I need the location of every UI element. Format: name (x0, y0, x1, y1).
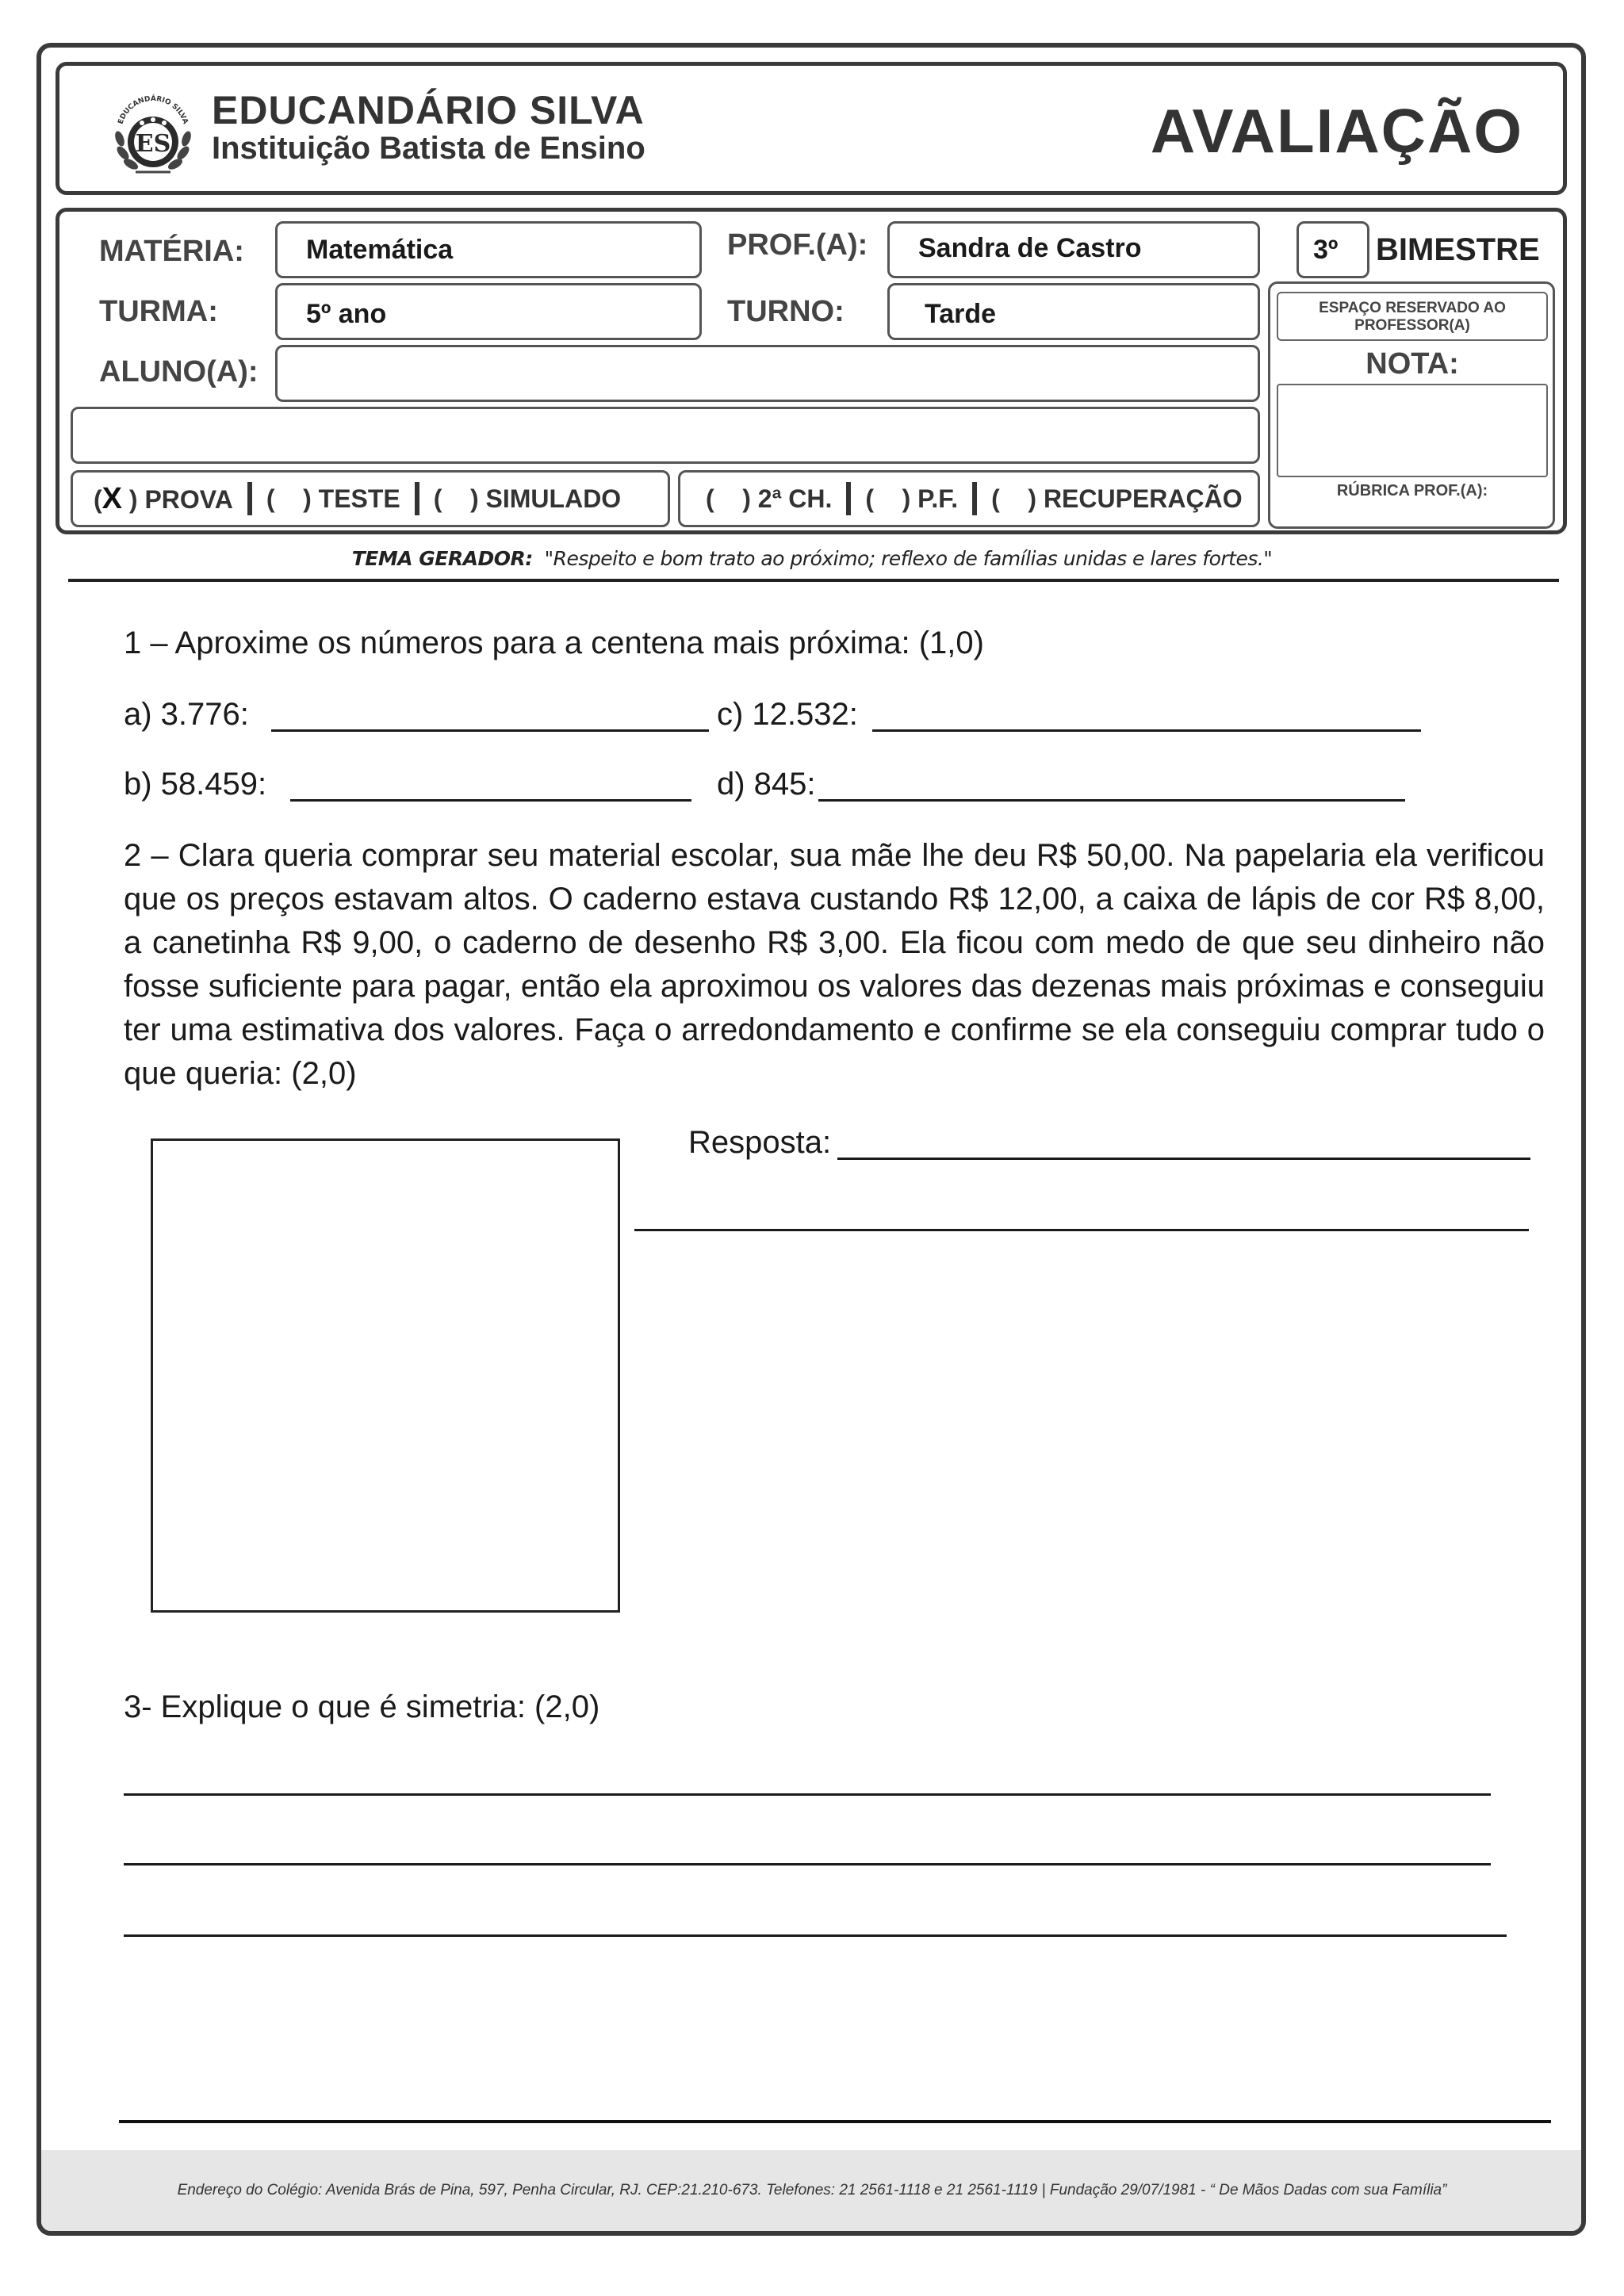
question-3-answer-line[interactable] (124, 1934, 1507, 1937)
materia-label: MATÉRIA: (99, 235, 244, 268)
aluno-label: ALUNO(A): (99, 355, 259, 388)
question-3-prompt: 3- Explique o que é simetria: (2,0) (124, 1689, 600, 1724)
question-2-answer-line-2[interactable] (634, 1229, 1529, 1231)
tema-text: "Respeito e bom trato ao próximo; reflexo de famílias unidas e lares fortes." (544, 547, 1273, 570)
question-1d-label: d) 845: (717, 767, 816, 802)
tema-label: TEMA GERADOR: (351, 547, 533, 570)
nota-field[interactable] (1277, 384, 1548, 477)
question-2-work-box[interactable] (151, 1138, 620, 1613)
bimestre-label: BIMESTRE (1376, 232, 1540, 267)
turno-label: TURNO: (727, 295, 845, 328)
question-1a-answer-line[interactable] (271, 729, 709, 732)
question-2-answer-label: Resposta: (688, 1125, 832, 1160)
question-1-prompt: 1 – Aproxime os números para a centena mais próxima: (1,0) (124, 626, 984, 660)
header-box (56, 62, 1567, 195)
separator (972, 482, 977, 515)
materia-field[interactable]: Matemática (275, 221, 702, 278)
question-1c-label: c) 12.532: (717, 697, 858, 732)
document-title: AVALIAÇÃO (1150, 96, 1523, 166)
segunda-chamada-option[interactable]: ( ) 2ª CH. (706, 484, 833, 513)
reserved-area-title: ESPAÇO RESERVADO AO PROFESSOR(A) (1277, 292, 1548, 341)
divider (68, 579, 1559, 582)
question-3-answer-line[interactable] (124, 1863, 1491, 1866)
bottom-divider (119, 2120, 1551, 2123)
teacher-reserved-area (1268, 281, 1555, 529)
pf-option[interactable]: ( ) P.F. (865, 484, 959, 513)
school-subtitle: Instituição Batista de Ensino (212, 131, 645, 166)
recuperacao-option[interactable]: ( ) RECUPERAÇÃO (991, 484, 1243, 513)
footer-address: Endereço do Colégio: Avenida Brás de Pina, 597, Penha Circular, RJ. CEP:21.210-673. Telefones: 21 2561-1118 e 21 2561-1119 | Fundação 29/07/1981 - “ De Mãos Dadas com sua Família” (177, 2182, 1447, 2198)
prova-mark: X (102, 481, 123, 515)
assessment-type-group-2 (678, 470, 1260, 527)
separator (846, 482, 851, 515)
question-3-answer-line[interactable] (124, 1793, 1491, 1796)
turma-label: TURMA: (99, 295, 218, 328)
tema-gerador (0, 547, 1624, 570)
question-1d-answer-line[interactable] (818, 799, 1405, 802)
logo-text: EDUCANDÁRIO SILVA (117, 94, 190, 125)
prof-field[interactable]: Sandra de Castro (887, 221, 1260, 278)
assessment-type-group-1 (71, 470, 670, 527)
separator (247, 482, 252, 515)
question-1a-label: a) 3.776: (124, 697, 249, 732)
question-2-answer-line[interactable] (837, 1158, 1530, 1160)
simulado-option[interactable]: ( ) SIMULADO (433, 484, 622, 513)
school-name: EDUCANDÁRIO SILVA (212, 88, 645, 132)
svg-text:ES: ES (135, 130, 171, 158)
bimestre-number-field[interactable]: 3º (1297, 221, 1369, 278)
teste-option[interactable]: ( ) TESTE (266, 484, 400, 513)
question-1b-label: b) 58.459: (124, 767, 267, 802)
prof-label: PROF.(A): (727, 228, 868, 262)
question-1b-answer-line[interactable] (290, 799, 691, 802)
turno-field[interactable]: Tarde (887, 283, 1260, 340)
rubrica-label: RÚBRICA PROF.(A): (1336, 482, 1488, 499)
student-info-box (56, 208, 1567, 534)
prova-option[interactable]: (X ) PROVA (94, 481, 233, 515)
turma-field[interactable]: 5º ano (275, 283, 702, 340)
aluno-extra-field[interactable] (71, 407, 1260, 464)
aluno-field[interactable] (275, 345, 1260, 402)
question-2-prompt: 2 – Clara queria comprar seu material escolar, sua mãe lhe deu R$ 50,00. Na papelaria ela verificou que os preços estavam altos. O caderno estava custando R$ 12,00, a caixa de lápis de cor R$ 8,00, a canetinha R$ 9,00, o caderno de desenho R$ 3,00. Ela ficou com medo de que seu dinheiro não fosse suficiente para pagar, então ela aproximou os valores das dezenas mais próximas e conseguiu ter uma estimativa dos valores. Faça o arredondamento e confirme se ela conseguiu comprar tudo o que queria: (2,0) (124, 838, 1545, 1091)
question-1c-answer-line[interactable] (872, 729, 1421, 732)
nota-label: NOTA: (1365, 347, 1459, 381)
separator (415, 482, 419, 515)
school-logo (104, 83, 202, 182)
